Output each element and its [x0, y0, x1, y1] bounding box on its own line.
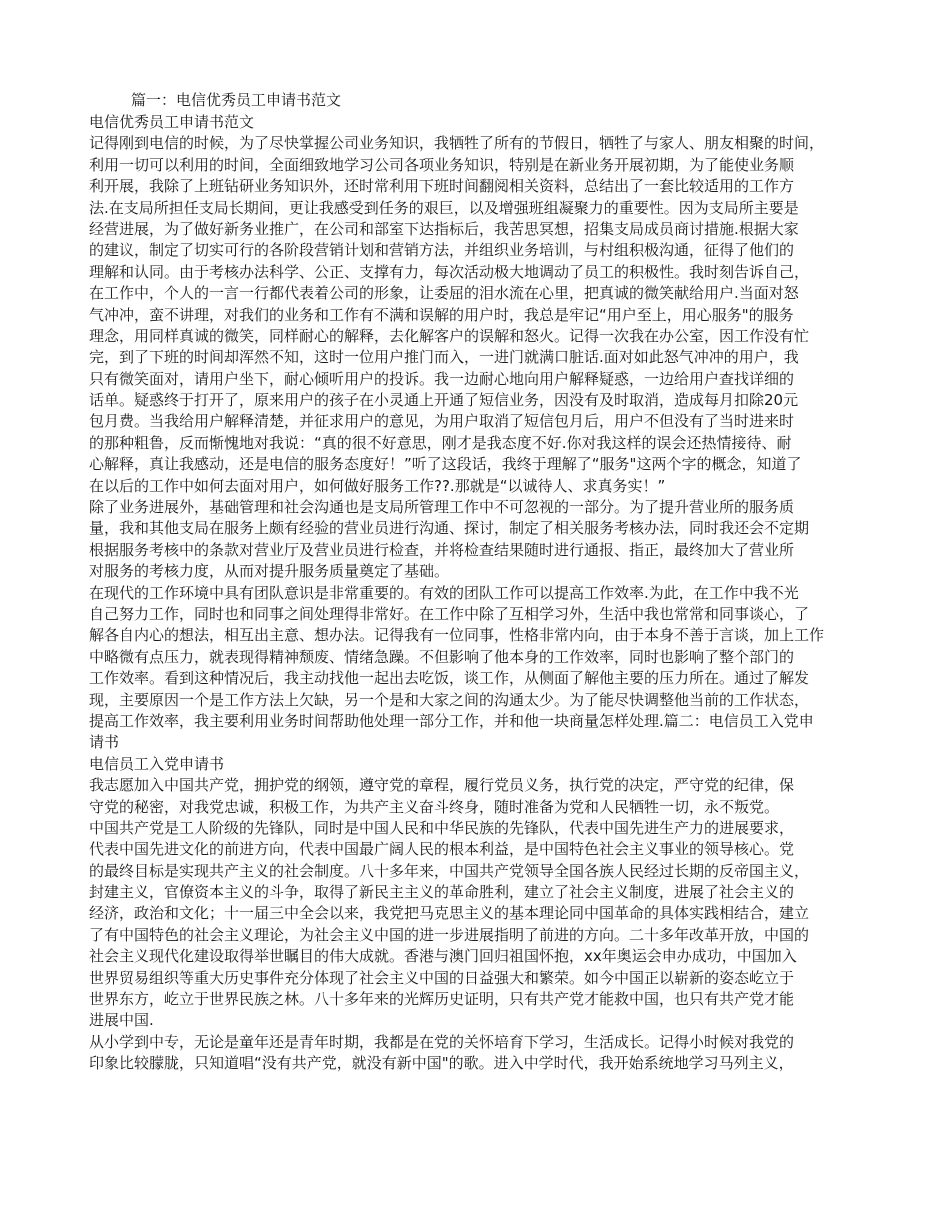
text-line: 从小学到中专，无论是童年还是青年时期，我都是在党的关怀培育下学习，生活成长。记得小时候对我党的 — [89, 1032, 795, 1051]
text-line: 的那种粗鲁，反而惭愧地对我说：“真的很不好意思，刚才是我态度不好.你对我这样的误会还热情接待、耐 — [89, 433, 792, 452]
text-line: 中略微有点压力，就表现得精神颓废、情绪急躁。不但影响了他本身的工作效率，同时也影响了整个部门的 — [89, 647, 795, 666]
text-line: 了有中国特色的社会主义理论，为社会主义中国的进一步进展指明了前进的方向。二十多年改革开放，中国的 — [89, 925, 810, 944]
text-line: 理念，用同样真诚的微笑，同样耐心的解释，去化解客户的误解和怒火。记得一次我在办公室，因工作没有忙 — [89, 326, 810, 345]
text-line: 世界东方，屹立于世界民族之林。八十多年来的光辉历史证明，只有共产党才能救中国，也只有共产党才能 — [89, 990, 795, 1009]
text-line: 电信员工入党申请书 — [89, 754, 225, 773]
text-line: 电信优秀员工申请书范文 — [89, 113, 255, 131]
text-line: 除了业务进展外，基础管理和社会沟通也是支局所管理工作中不可忽视的一部分。为了提升营业所的服务质 — [89, 498, 795, 517]
text-line: 的建议，制定了切实可行的各阶段营销计划和营销方法，并组织业务培训，与村组积极沟通，征得了他们的 — [89, 241, 795, 260]
document-body — [89, 112, 869, 1075]
text-line: 现，主要原因一个是工作方法上欠缺，另一个是和大家之间的沟通太少。为了能尽快调整他当前的工作状态， — [89, 690, 810, 709]
text-line: 提高工作效率，我主要利用业务时间帮助他处理一部分工作，并和他一块商量怎样处理.篇二：电信员工入党申 — [89, 711, 814, 730]
text-line: 工作效率。看到这种情况后，我主动找他一起出去吃饭，谈工作，从侧面了解他主要的压力所在。通过了解发 — [89, 669, 810, 688]
text-line: 解各自内心的想法，相互出主意、想办法。记得我有一位同事，性格非常内向，由于本身不善于言谈，加上工作 — [89, 626, 825, 645]
text-line: 对服务的考核力度，从而对提升服务质量奠定了基础。 — [89, 562, 450, 581]
text-line: 印象比较朦胧，只知道唱“没有共产党，就没有新中国"的歌。进入中学时代，我开始系统地学习马列主义， — [89, 1054, 794, 1073]
text-line: 守党的秘密，对我党忠诚，积极工作，为共产主义奋斗终身，随时准备为党和人民牺牲一切，永不叛党。 — [89, 797, 780, 816]
text-line: 话单。疑惑终于打开了，原来用户的孩子在小灵通上开通了短信业务，因没有及时取消，造成每月扣除20元 — [89, 391, 799, 410]
text-line: 中国共产党是工人阶级的先锋队，同时是中国人民和中华民族的先锋队，代表中国先进生产力的进展要求， — [89, 818, 795, 837]
text-line: 量，我和其他支局在服务上颇有经验的营业员进行沟通、探讨，制定了相关服务考核办法，同时我还会不定期 — [89, 519, 810, 538]
text-line: 封建主义，官僚资本主义的斗争，取得了新民主主义的革命胜利，建立了社会主义制度，进展了社会主义的 — [89, 883, 795, 902]
text-line: 根据服务考核中的条款对营业厅及营业员进行检查，并将检查结果随时进行通报、指正，最终加大了营业所 — [89, 540, 795, 559]
text-line: 完，到了下班的时间却浑然不知，这时一位用户推门而入，一进门就满口脏话.面对如此怒气冲冲的用户，我 — [89, 348, 799, 367]
text-line: 自己努力工作，同时也和同事之间处理得非常好。在工作中除了互相学习外，生活中我也常常和同事谈心，了 — [89, 604, 810, 623]
text-line: 代表中国先进文化的前进方向，代表中国最广阔人民的根本利益，是中国特色社会主义事业的领导核心。党 — [89, 840, 795, 859]
document-title: 篇一：电信优秀员工申请书范文 — [131, 91, 342, 109]
text-line: 理解和认同。由于考核办法科学、公正、支撑有力，每次活动极大地调动了员工的积极性。我时刻告诉自己， — [89, 262, 810, 281]
text-line: 在工作中，个人的一言一行都代表着公司的形象，让委屈的泪水流在心里，把真诚的微笑献给用户.当面对怒 — [89, 284, 799, 303]
text-line: 法.在支局所担任支局长期间，更让我感受到任务的艰巨，以及增强班组凝聚力的重要性。因为支局所主要是 — [89, 198, 799, 217]
text-line: 利用一切可以利用的时间，全面细致地学习公司各项业务知识，特别是在新业务开展初期，为了能使业务顺 — [89, 155, 795, 174]
text-line: 在现代的工作环境中具有团队意识是非常重要的。有效的团队工作可以提高工作效率.为此，在工作中我不光 — [89, 583, 799, 602]
text-line: 世界贸易组织等重大历史事件充分体现了社会主义中国的日益强大和繁荣。如今中国正以崭新的姿态屹立于 — [89, 968, 795, 987]
text-line: 利开展，我除了上班钻研业务知识外，还时常利用下班时间翻阅相关资料，总结出了一套比较适用的工作方 — [89, 177, 795, 196]
text-line: 请书 — [89, 733, 120, 752]
text-line: 气冲冲，蛮不讲理，对我们的业务和工作有不满和误解的用户时，我总是牢记“用户至上，用心服务"的服务 — [89, 305, 794, 324]
text-line: 包月费。当我给用户解释清楚，并征求用户的意见，为用户取消了短信包月后，用户不但没有了当时进来时 — [89, 412, 795, 431]
text-line: 的最终目标是实现共产主义的社会制度。八十多年来，中国共产党领导全国各族人民经过长期的反帝国主义， — [89, 861, 810, 880]
text-line: 经营进展，为了做好新务业推广，在公司和部室下达指标后，我苦思冥想，招集支局成员商讨措施.根据大家 — [89, 219, 799, 238]
text-line: 只有微笑面对，请用户坐下，耐心倾听用户的投诉。我一边耐心地向用户解释疑惑，一边给用户查找详细的 — [89, 369, 795, 388]
text-line: 进展中国. — [89, 1011, 154, 1030]
text-line: 记得刚到电信的时候，为了尽快掌握公司业务知识，我牺牲了所有的节假日，牺牲了与家人、朋友相聚的时间， — [89, 134, 825, 153]
text-line: 社会主义现代化建设取得举世瞩目的伟大成就。香港与澳门回归祖国怀抱，xx年奥运会申办成功，中国加入 — [89, 947, 797, 966]
text-line: 我志愿加入中国共产党，拥护党的纲领，遵守党的章程，履行党员义务，执行党的决定，严守党的纪律，保 — [89, 776, 795, 795]
text-line: 心解释，真让我感动，还是电信的服务态度好！”听了这段话，我终于理解了“服务"这两个字的概念，知道了 — [89, 455, 802, 474]
text-line: 在以后的工作中如何去面对用户，如何做好服务工作??.那就是“以诚待人、求真务实！” — [89, 476, 666, 495]
text-line: 经济，政治和文化；十一届三中全会以来，我党把马克思主义的基本理论同中国革命的具体实践相结合，建立 — [89, 904, 810, 923]
